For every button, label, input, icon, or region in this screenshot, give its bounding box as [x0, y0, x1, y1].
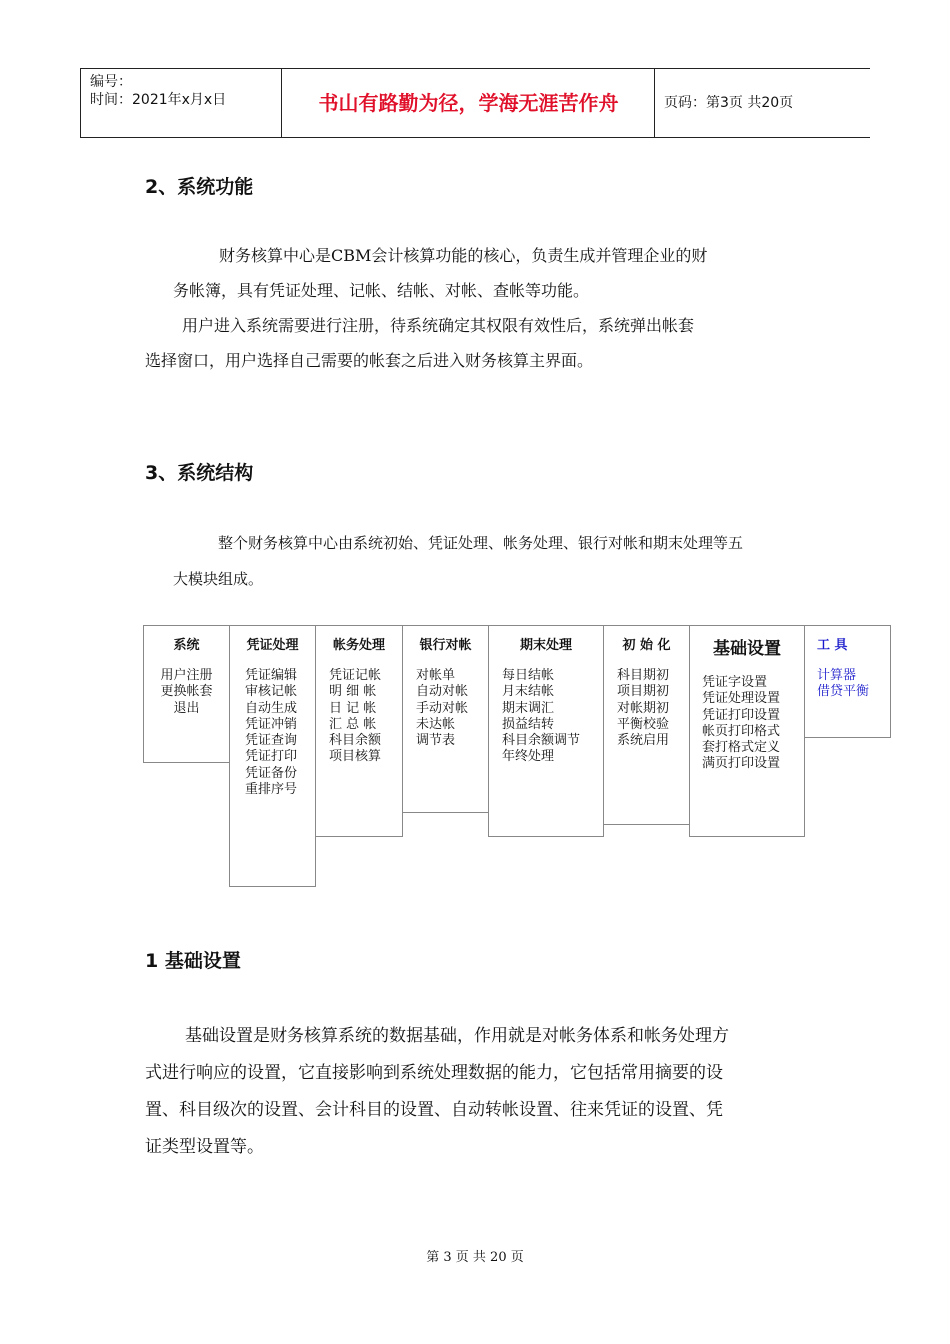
- module-item: 更换帐套: [160, 684, 213, 700]
- module-box-accounts: [315, 625, 403, 837]
- module-item: 退出: [173, 700, 200, 716]
- module-item: 每日结帐: [502, 668, 555, 683]
- module-item: 凭证冲销: [245, 716, 298, 732]
- module-item: 凭证查询: [245, 733, 298, 749]
- paragraph-line: 大模块组成。: [173, 570, 264, 588]
- module-item: 损益结转: [502, 716, 555, 732]
- module-item: 对帐期初: [617, 700, 670, 716]
- module-item: 自动生成: [245, 700, 298, 716]
- module-item: 平衡校验: [617, 716, 670, 732]
- paragraph-line: 选择窗口，用户选择自己需要的帐套之后进入财务核算主界面。: [145, 351, 594, 370]
- page-header: [80, 68, 870, 138]
- section-functions-body: [145, 238, 825, 378]
- module-item: 凭证打印设置: [702, 707, 781, 723]
- module-item: 借贷平衡: [817, 684, 870, 700]
- module-item: 重排序号: [245, 782, 298, 798]
- module-title: 凭证处理: [246, 638, 299, 653]
- page-footer: 第 3 页 共 20 页: [426, 1250, 524, 1265]
- module-item: 期末调汇: [502, 700, 555, 716]
- module-item: 凭证打印: [245, 749, 298, 765]
- module-item: 满页打印设置: [702, 756, 781, 772]
- module-items: [144, 668, 229, 717]
- module-item: 手动对帐: [416, 700, 469, 716]
- module-item: 凭证备份: [245, 765, 298, 781]
- module-item: 科目余额调节: [502, 733, 581, 749]
- module-item: 帐页打印格式: [702, 723, 781, 739]
- section-heading-structure: 3、系统结构: [145, 462, 254, 484]
- paragraph-line: 置、科目级次的设置、会计科目的设置、自动转帐设置、往来凭证的设置、凭: [145, 1100, 723, 1120]
- module-box-basic-settings: [689, 625, 805, 837]
- module-item: 对帐单: [416, 668, 456, 683]
- module-item: 日 记 帐: [329, 700, 377, 716]
- section-heading-basic-settings: 1 基础设置: [145, 950, 241, 972]
- module-item: 凭证字设置: [702, 675, 768, 690]
- module-title: 帐务处理: [332, 638, 385, 653]
- module-item: 审核记帐: [245, 684, 298, 700]
- module-item: 计算器: [817, 668, 857, 683]
- module-items: [230, 668, 315, 798]
- module-item: 自动对帐: [416, 684, 469, 700]
- module-box-tools: [804, 625, 891, 738]
- paragraph-line: 基础设置是财务核算系统的数据基础，作用就是对帐务体系和帐务处理方: [185, 1026, 729, 1046]
- module-title: 初 始 化: [622, 638, 671, 653]
- header-page-number: 页码：第3页 共20页: [664, 95, 794, 111]
- section-structure-body: [145, 525, 825, 597]
- module-item: 科目余额: [329, 733, 382, 749]
- module-item: 套打格式定义: [702, 740, 781, 756]
- section-basic-settings-body: [145, 1018, 825, 1166]
- module-title: 系统: [173, 638, 200, 653]
- module-item: 明 细 帐: [329, 684, 377, 700]
- paragraph-line: 式进行响应的设置，它直接影响到系统处理数据的能力，它包括常用摘要的设: [145, 1063, 723, 1083]
- paragraph-line: 用户进入系统需要进行注册，待系统确定其权限有效性后，系统弹出帐套: [182, 316, 695, 335]
- module-items: [604, 668, 689, 749]
- module-items: [316, 668, 402, 766]
- module-items: [489, 668, 603, 766]
- module-item: 汇 总 帐: [329, 716, 377, 732]
- module-item: 项目核算: [329, 749, 382, 765]
- module-box-system: [143, 625, 230, 763]
- module-box-period-end: [488, 625, 604, 837]
- header-left: [90, 73, 226, 109]
- section-heading-functions: 2、系统功能: [145, 176, 254, 198]
- module-box-bank: [402, 625, 489, 813]
- header-time: 时间：2021年x月x日: [90, 92, 227, 108]
- module-item: 月末结帐: [502, 684, 555, 700]
- module-item: 年终处理: [502, 749, 555, 765]
- module-title: 工 具: [817, 638, 848, 653]
- module-title: 期末处理: [519, 638, 572, 653]
- module-item: 未达帐: [416, 716, 456, 732]
- module-box-initialization: [603, 625, 690, 825]
- module-title: 银行对帐: [419, 638, 472, 653]
- module-item: 项目期初: [617, 684, 670, 700]
- paragraph-line: 务帐簿，具有凭证处理、记帐、结帐、对帐、查帐等功能。: [173, 281, 590, 300]
- module-item: 调节表: [416, 733, 456, 749]
- module-item: 用户注册: [160, 668, 213, 683]
- module-items: [690, 675, 804, 773]
- module-item: 科目期初: [617, 668, 670, 683]
- module-item: 凭证编辑: [245, 668, 298, 683]
- module-item: 凭证记帐: [329, 668, 382, 683]
- module-item: 系统启用: [617, 733, 670, 749]
- module-item: 凭证处理设置: [702, 691, 781, 707]
- module-box-voucher: [229, 625, 316, 887]
- header-number: 编号：: [90, 74, 132, 90]
- paragraph-line: 证类型设置等。: [145, 1137, 264, 1157]
- paragraph-line: 整个财务核算中心由系统初始、凭证处理、帐务处理、银行对帐和期末处理等五: [218, 534, 744, 552]
- module-title: 基础设置: [713, 639, 781, 659]
- module-items: [805, 668, 890, 701]
- paragraph-line: 财务核算中心是CBM会计核算功能的核心，负责生成并管理企业的财: [219, 246, 708, 265]
- module-items: [403, 668, 488, 749]
- header-motto: 书山有路勤为径，学海无涯苦作舟: [318, 91, 619, 115]
